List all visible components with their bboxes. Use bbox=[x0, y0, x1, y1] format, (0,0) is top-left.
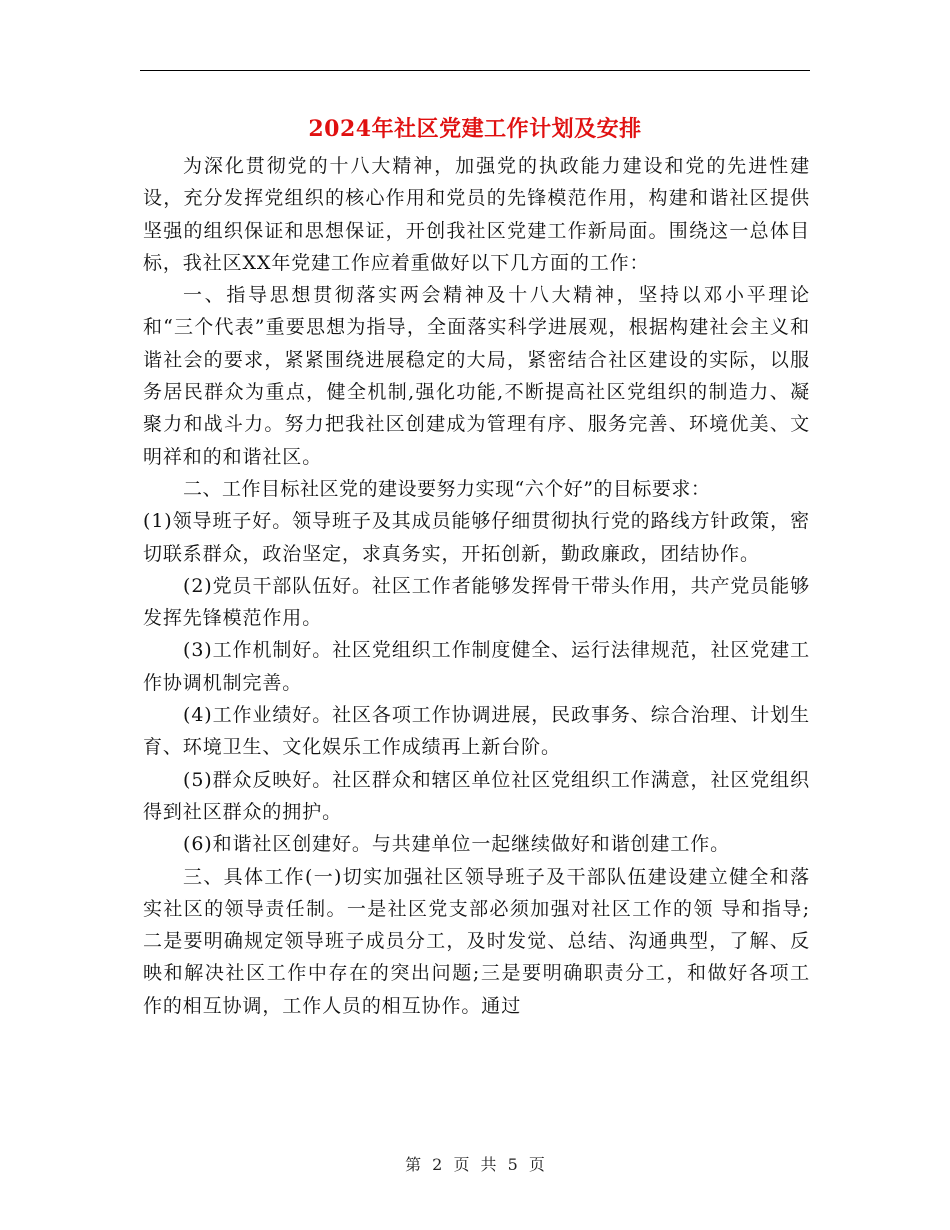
paragraph-guiding-ideology: 一、指导思想贯彻落实两会精神及十八大精神，坚持以邓小平理论和“三个代表”重要思想为指导，全面落实科学进展观，根据构建社会主义和谐社会的要求，紧紧围绕进展稳定的大局，紧密结合社区建设的实际，以服务居民群众为重点，健全机制,强化功能,不断提高社区党组织的制造力、凝聚力和战斗力。努力把我社区创建成为管理有序、服务完善、环境优美、文明祥和的和谐社区。 bbox=[143, 284, 810, 468]
paragraph-work-goals: 二、工作目标社区党的建设要努力实现“六个好”的目标要求： bbox=[183, 477, 711, 500]
document-body bbox=[143, 150, 810, 1022]
paragraph-goal-1: (1)领导班子好。领导班子及其成员能够仔细贯彻执行党的路线方针政策，密 切联系群众，政治坚定，求真务实，开拓创新，勤政廉政，团结协作。 bbox=[143, 510, 810, 565]
paragraph-specific-work: 三、具体工作(一)切实加强社区领导班子及干部队伍建设建立健全和落实社区的领导责任制。一是社区党支部必须加强对社区工作的领 导和指导;二是要明确规定领导班子成员分工，及时发觉、总结、沟通典型，了解、反映和解决社区工作中存在的突出问题;三是要明确职责分工，和做好各项工 作的相互协调，工作人员的相互协作。通过 bbox=[143, 865, 810, 1017]
paragraph-goal-4: (4)工作业绩好。社区各项工作协调进展，民政事务、综合治理、计划生育、环境卫生、文化娱乐工作成绩再上新台阶。 bbox=[143, 704, 810, 759]
paragraph-goal-6: (6)和谐社区创建好。与共建单位一起继续做好和谐创建工作。 bbox=[183, 833, 731, 856]
paragraph-goal-5: (5)群众反映好。社区群众和辖区单位社区党组织工作满意，社区党组织得到社区群众的拥护。 bbox=[143, 768, 810, 823]
paragraph-intro: 为深化贯彻党的十八大精神，加强党的执政能力建设和党的先进性建设，充分发挥党组织的核心作用和党员的先锋模范作用，构建和谐社区提供坚强的组织保证和思想保证，开创我社区党建工作新局面。围绕这一总体目标，我社区XX年党建工作应着重做好以下几方面的工作： bbox=[143, 155, 810, 274]
header-rule bbox=[140, 70, 810, 71]
paragraph-goal-2: (2)党员干部队伍好。社区工作者能够发挥骨干带头作用，共产党员能够发挥先锋模范作用。 bbox=[143, 574, 810, 630]
document-title: 2024年社区党建工作计划及安排 bbox=[308, 116, 642, 142]
paragraph-goal-3: (3)工作机制好。社区党组织工作制度健全、运行法律规范，社区党建工作协调机制完善。 bbox=[143, 639, 810, 694]
page-footer: 第 2 页 共 5 页 bbox=[405, 1155, 545, 1174]
